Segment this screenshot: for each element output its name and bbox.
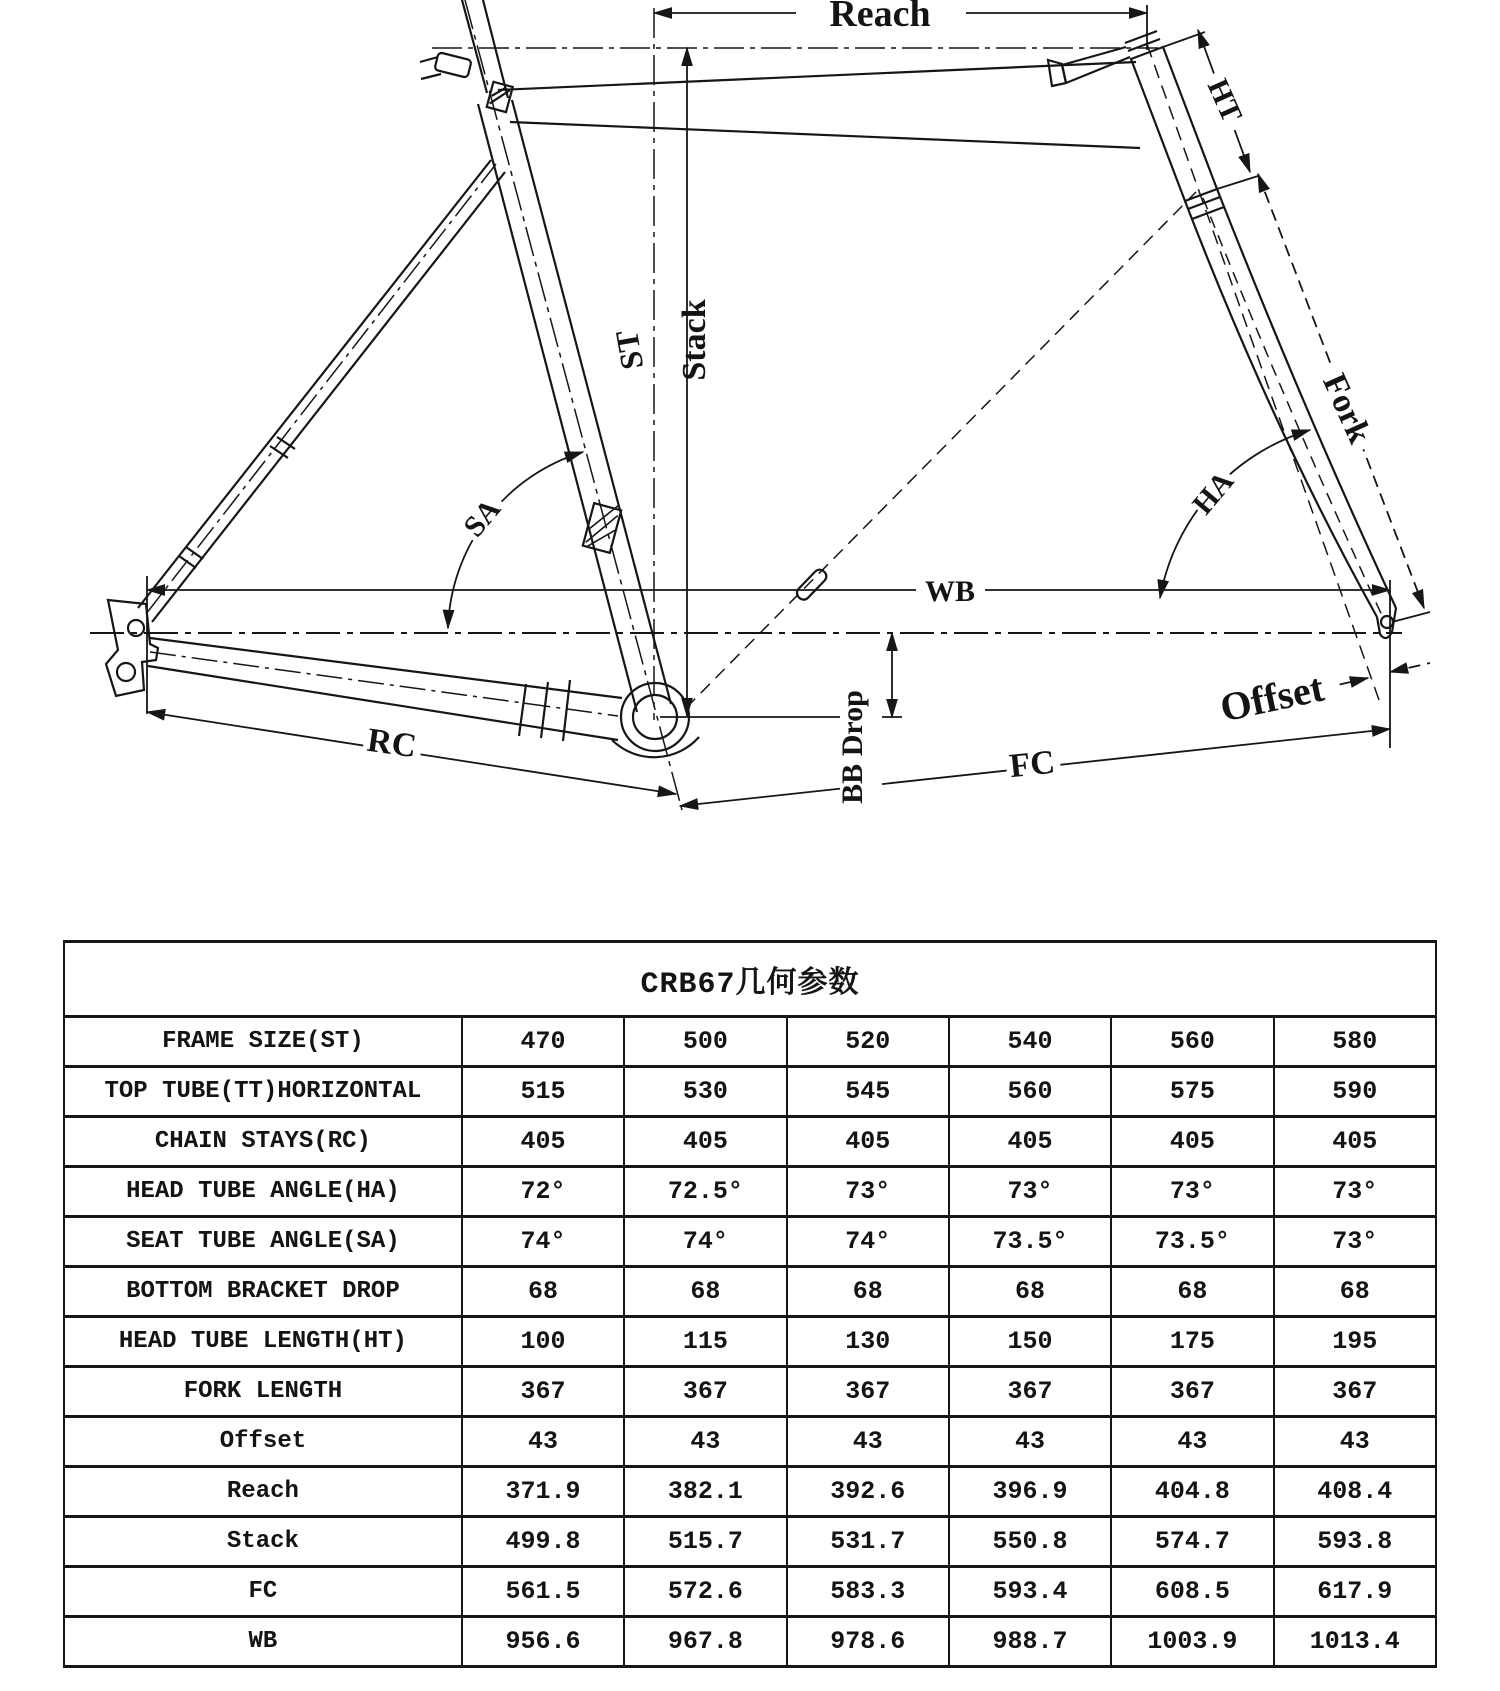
value-cell: 74° xyxy=(787,1217,949,1267)
value-cell: 956.6 xyxy=(462,1617,624,1667)
table-title-row xyxy=(64,942,1436,1017)
frame-outline xyxy=(106,0,1396,757)
value-cell: 617.9 xyxy=(1274,1567,1436,1617)
value-cell: 405 xyxy=(787,1117,949,1167)
value-cell: 530 xyxy=(624,1067,786,1117)
table-row xyxy=(64,1567,1436,1617)
table-title: CRB67几何参数 xyxy=(64,942,1436,1017)
derailleur-hanger-hole xyxy=(117,663,135,681)
seat-stay xyxy=(152,172,508,622)
value-cell: 43 xyxy=(1111,1417,1273,1467)
fork-crown xyxy=(1188,197,1224,219)
value-cell: 43 xyxy=(1274,1417,1436,1467)
table-row xyxy=(64,1017,1436,1067)
value-cell: 583.3 xyxy=(787,1567,949,1617)
seat-tube-axis xyxy=(465,0,682,810)
value-cell: 550.8 xyxy=(949,1517,1111,1567)
top-tube xyxy=(510,122,1140,148)
value-cell: 68 xyxy=(949,1267,1111,1317)
top-tube xyxy=(498,62,1136,90)
rc-label: RC xyxy=(364,721,419,766)
value-cell: 68 xyxy=(787,1267,949,1317)
value-cell: 499.8 xyxy=(462,1517,624,1567)
table-row xyxy=(64,1367,1436,1417)
value-cell: 72.5° xyxy=(624,1167,786,1217)
value-cell: 500 xyxy=(624,1017,786,1067)
value-cell: 590 xyxy=(1274,1067,1436,1117)
value-cell: 405 xyxy=(624,1117,786,1167)
value-cell: 73° xyxy=(1274,1217,1436,1267)
value-cell: 73° xyxy=(1111,1167,1273,1217)
value-cell: 540 xyxy=(949,1017,1111,1067)
seat-stay-ticks xyxy=(179,437,295,568)
ha-label: HA xyxy=(1186,465,1241,521)
value-cell: 73.5° xyxy=(949,1217,1111,1267)
value-cell: 580 xyxy=(1274,1017,1436,1067)
row-label: Reach xyxy=(64,1467,462,1517)
table-row xyxy=(64,1117,1436,1167)
head-tube xyxy=(1131,47,1217,201)
value-cell: 371.9 xyxy=(462,1467,624,1517)
fork-extension-line xyxy=(1392,612,1430,622)
value-cell: 392.6 xyxy=(787,1467,949,1517)
ht-label: HT xyxy=(1200,74,1249,128)
geometry-table xyxy=(63,940,1437,1668)
bb-drop-label: BB Drop xyxy=(836,690,869,804)
seat-tube xyxy=(512,100,671,704)
value-cell: 43 xyxy=(787,1417,949,1467)
front-axle xyxy=(1381,616,1393,628)
fork-label: Fork xyxy=(1315,368,1379,449)
row-label: WB xyxy=(64,1617,462,1667)
row-label: SEAT TUBE ANGLE(SA) xyxy=(64,1217,462,1267)
value-cell: 367 xyxy=(624,1367,786,1417)
table-row xyxy=(64,1267,1436,1317)
st-label: ST xyxy=(608,327,651,373)
value-cell: 74° xyxy=(462,1217,624,1267)
value-cell: 68 xyxy=(624,1267,786,1317)
value-cell: 115 xyxy=(624,1317,786,1367)
value-cell: 967.8 xyxy=(624,1617,786,1667)
value-cell: 515.7 xyxy=(624,1517,786,1567)
row-label: Offset xyxy=(64,1417,462,1467)
value-cell: 74° xyxy=(624,1217,786,1267)
value-cell: 382.1 xyxy=(624,1467,786,1517)
value-cell: 574.7 xyxy=(1111,1517,1273,1567)
value-cell: 68 xyxy=(462,1267,624,1317)
fork-blade xyxy=(1217,189,1396,608)
offset-label: Offset xyxy=(1216,664,1328,731)
sa-label: SA xyxy=(457,492,508,544)
row-label: FORK LENGTH xyxy=(64,1367,462,1417)
value-cell: 593.4 xyxy=(949,1567,1111,1617)
front-derailleur-mount xyxy=(583,499,622,553)
row-label: HEAD TUBE LENGTH(HT) xyxy=(64,1317,462,1367)
value-cell: 608.5 xyxy=(1111,1567,1273,1617)
value-cell: 175 xyxy=(1111,1317,1273,1367)
value-cell: 43 xyxy=(949,1417,1111,1467)
value-cell: 1003.9 xyxy=(1111,1617,1273,1667)
value-cell: 408.4 xyxy=(1274,1467,1436,1517)
value-cell: 367 xyxy=(949,1367,1111,1417)
seatstay-centerline xyxy=(146,164,496,614)
table-row xyxy=(64,1517,1436,1567)
row-label: Stack xyxy=(64,1517,462,1567)
stack-label: Stack xyxy=(676,299,713,381)
value-cell: 560 xyxy=(949,1067,1111,1117)
row-label: FC xyxy=(64,1567,462,1617)
value-cell: 531.7 xyxy=(787,1517,949,1567)
reach-label: Reach xyxy=(829,0,931,35)
seat-stay xyxy=(138,160,491,608)
value-cell: 43 xyxy=(624,1417,786,1467)
value-cell: 73° xyxy=(1274,1167,1436,1217)
table-row xyxy=(64,1317,1436,1367)
row-label: TOP TUBE(TT)HORIZONTAL xyxy=(64,1067,462,1117)
value-cell: 100 xyxy=(462,1317,624,1367)
value-cell: 68 xyxy=(1274,1267,1436,1317)
value-cell: 405 xyxy=(1111,1117,1273,1167)
value-cell: 404.8 xyxy=(1111,1467,1273,1517)
value-cell: 470 xyxy=(462,1017,624,1067)
table-row xyxy=(64,1617,1436,1667)
table-row xyxy=(64,1467,1436,1517)
value-cell: 150 xyxy=(949,1317,1111,1367)
value-cell: 130 xyxy=(787,1317,949,1367)
geometry-table-body xyxy=(64,942,1436,1667)
value-cell: 72° xyxy=(462,1167,624,1217)
row-label: CHAIN STAYS(RC) xyxy=(64,1117,462,1167)
value-cell: 572.6 xyxy=(624,1567,786,1617)
value-cell: 1013.4 xyxy=(1274,1617,1436,1667)
rear-dropout xyxy=(106,600,158,696)
seat-tube xyxy=(478,104,637,712)
value-cell: 988.7 xyxy=(949,1617,1111,1667)
value-cell: 73° xyxy=(949,1167,1111,1217)
row-label: HEAD TUBE ANGLE(HA) xyxy=(64,1167,462,1217)
wb-label: WB xyxy=(924,575,976,608)
value-cell: 405 xyxy=(462,1117,624,1167)
value-cell: 560 xyxy=(1111,1017,1273,1067)
value-cell: 561.5 xyxy=(462,1567,624,1617)
table-row xyxy=(64,1067,1436,1117)
table-row xyxy=(64,1167,1436,1217)
value-cell: 367 xyxy=(1274,1367,1436,1417)
value-cell: 367 xyxy=(1111,1367,1273,1417)
table-row xyxy=(64,1417,1436,1467)
chain-stay xyxy=(150,638,622,698)
ha-angle-arc xyxy=(1160,430,1310,598)
value-cell: 405 xyxy=(949,1117,1111,1167)
offset-dimension xyxy=(1390,663,1430,672)
value-cell: 396.9 xyxy=(949,1467,1111,1517)
value-cell: 575 xyxy=(1111,1067,1273,1117)
row-label: FRAME SIZE(ST) xyxy=(64,1017,462,1067)
value-cell: 68 xyxy=(1111,1267,1273,1317)
value-cell: 195 xyxy=(1274,1317,1436,1367)
value-cell: 43 xyxy=(462,1417,624,1467)
value-cell: 515 xyxy=(462,1067,624,1117)
table-row xyxy=(64,1217,1436,1267)
value-cell: 367 xyxy=(787,1367,949,1417)
value-cell: 520 xyxy=(787,1017,949,1067)
value-cell: 978.6 xyxy=(787,1617,949,1667)
value-cell: 73° xyxy=(787,1167,949,1217)
downtube-centerline xyxy=(686,192,1196,708)
row-label: BOTTOM BRACKET DROP xyxy=(64,1267,462,1317)
value-cell: 73.5° xyxy=(1111,1217,1273,1267)
bottle-boss-slot xyxy=(794,567,828,602)
fc-label: FC xyxy=(1007,743,1057,786)
value-cell: 405 xyxy=(1274,1117,1436,1167)
value-cell: 545 xyxy=(787,1067,949,1117)
value-cell: 367 xyxy=(462,1367,624,1417)
value-cell: 593.8 xyxy=(1274,1517,1436,1567)
sa-angle-arc xyxy=(448,452,583,628)
